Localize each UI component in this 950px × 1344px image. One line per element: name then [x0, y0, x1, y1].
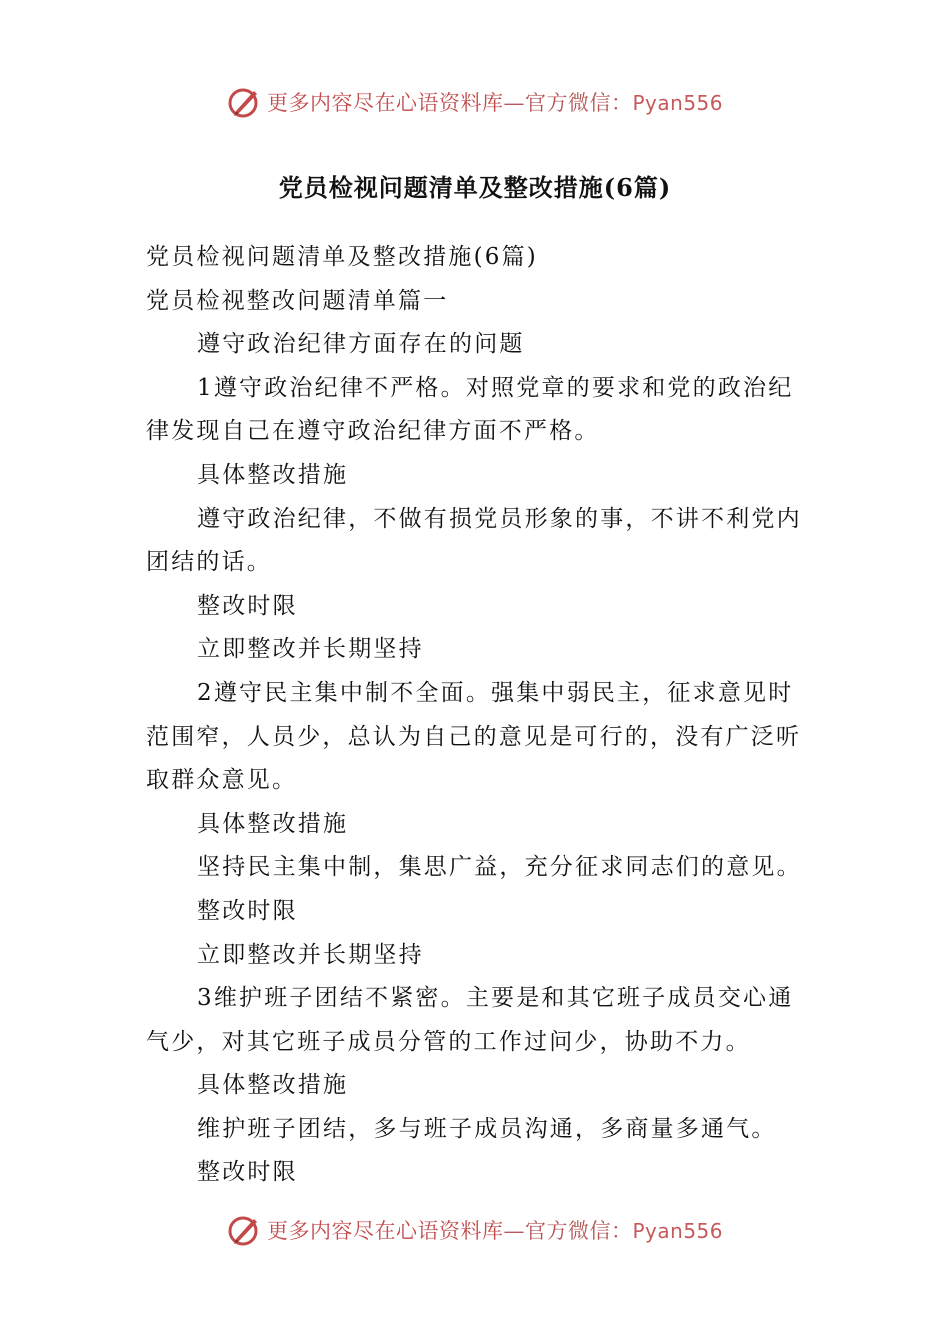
banner-text	[267, 87, 723, 117]
paragraph: 立即整改并长期坚持	[197, 636, 424, 663]
paragraph: 整改时限	[197, 897, 298, 924]
banner-wechat-id: Pyan556	[632, 1219, 723, 1243]
banner-wechat-label: 官方微信：	[524, 1219, 633, 1243]
paragraph: 坚持民主集中制，集思广益，充分征求同志们的意见。	[197, 854, 802, 881]
document-title: 党员检视问题清单及整改措施(6篇)	[278, 173, 672, 202]
document-body	[146, 236, 806, 1195]
paragraph: 1遵守政治纪律不严格。对照党章的要求和党的政治纪律发现自己在遵守政治纪律方面不严格。	[146, 374, 794, 445]
banner-separator: —	[503, 1219, 525, 1243]
banner-separator: —	[503, 91, 525, 115]
paragraph: 遵守政治纪律，不做有损党员形象的事，不讲不利党内团结的话。	[146, 505, 802, 576]
paragraph: 党员检视问题清单及整改措施(6篇)	[146, 244, 538, 270]
pen-logo-icon	[227, 1213, 261, 1247]
paragraph: 3维护班子团结不紧密。主要是和其它班子成员交心通气少，对其它班子成员分管的工作过问少，协助不力。	[146, 985, 794, 1055]
banner-brand: 更多内容尽在心语资料库	[266, 1219, 504, 1243]
paragraph: 维护班子团结，多与班子成员沟通，多商量多通气。	[197, 1115, 777, 1142]
paragraph: 立即整改并长期坚持	[197, 941, 424, 968]
paragraph: 2遵守民主集中制不全面。强集中弱民主，征求意见时范围窄，人员少，总认为自己的意见是可行的，没有广泛听取群众意见。	[146, 679, 802, 794]
paragraph: 具体整改措施	[197, 1072, 349, 1099]
paragraph: 具体整改措施	[197, 810, 349, 837]
footer-banner	[0, 1210, 950, 1250]
header-banner	[0, 82, 950, 122]
banner-wechat-id: Pyan556	[632, 91, 723, 115]
pen-logo-icon	[227, 85, 261, 119]
paragraph: 整改时限	[197, 1159, 298, 1186]
paragraph: 具体整改措施	[197, 461, 349, 488]
paragraph: 整改时限	[197, 592, 298, 619]
banner-wechat-label: 官方微信：	[524, 91, 633, 115]
paragraph: 遵守政治纪律方面存在的问题	[197, 331, 525, 358]
banner-brand: 更多内容尽在心语资料库	[266, 91, 504, 115]
banner-text	[267, 1215, 723, 1245]
paragraph: 党员检视整改问题清单篇一	[146, 287, 449, 314]
